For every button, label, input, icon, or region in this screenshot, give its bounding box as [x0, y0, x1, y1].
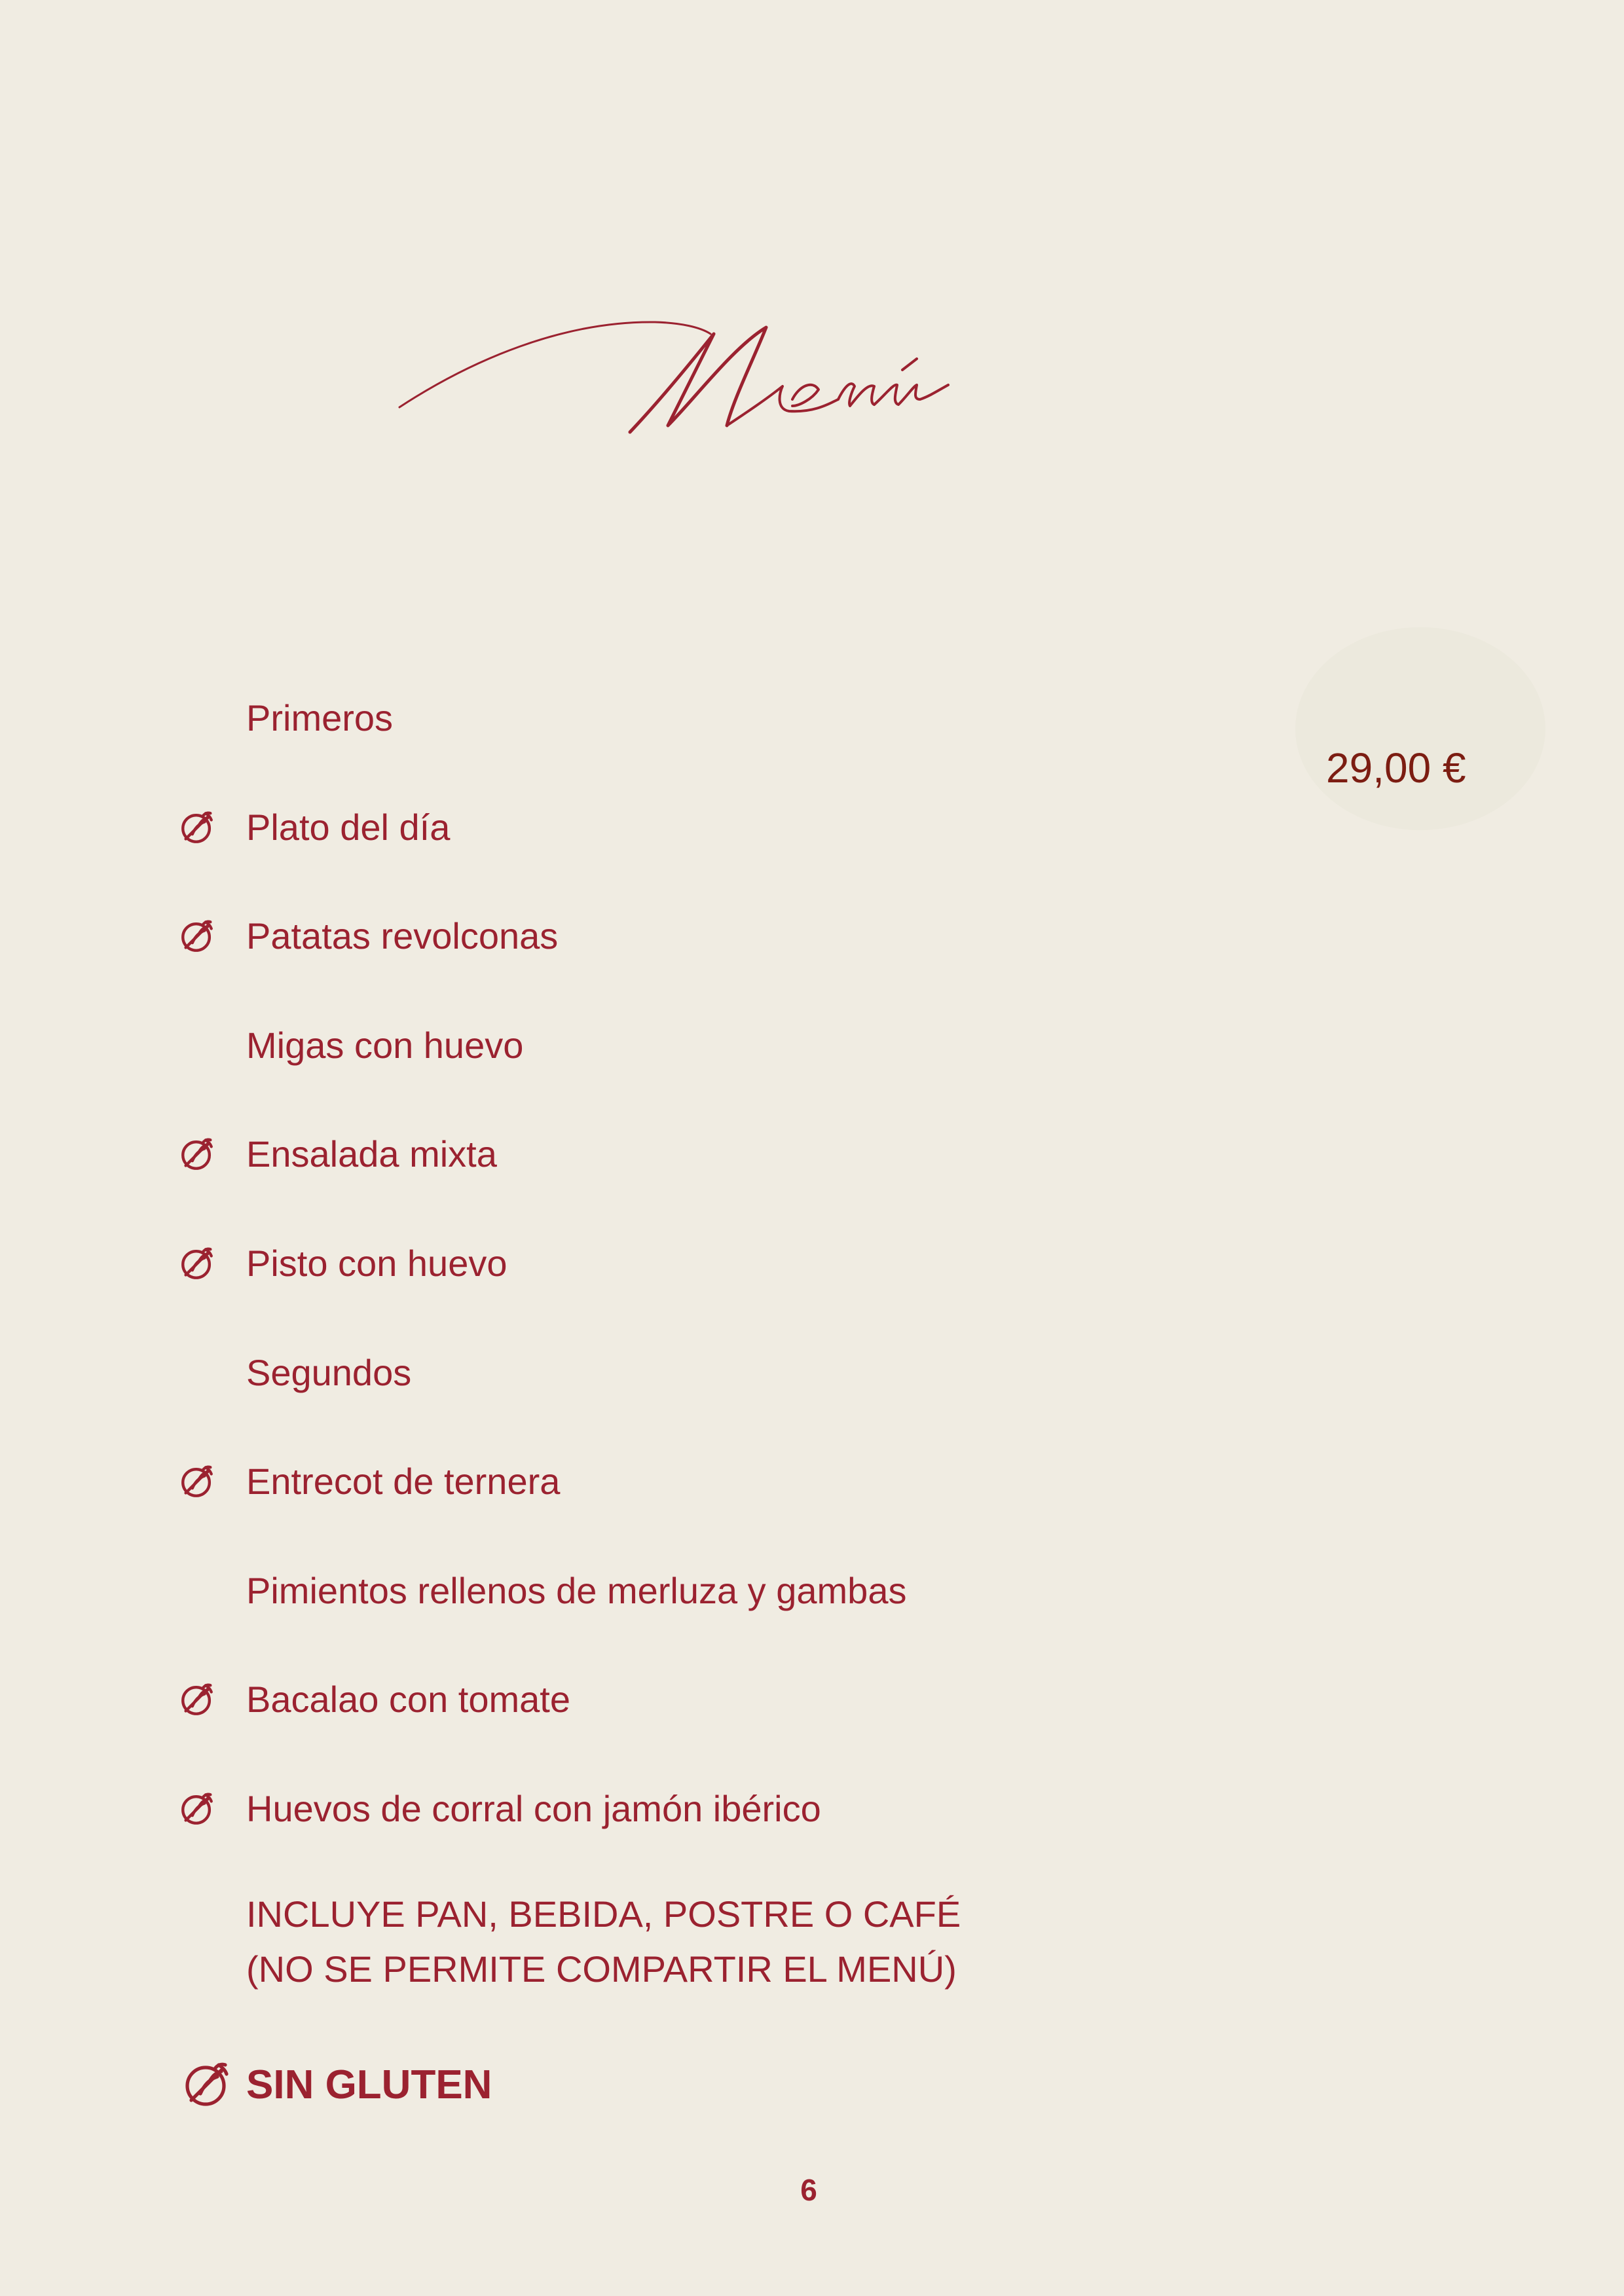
gluten-free-icon [178, 1245, 216, 1283]
menu-item [0, 1337, 1310, 1409]
gluten-free-icon [178, 1681, 216, 1719]
gluten-free-icon [178, 809, 216, 847]
menu-item-label: Pimientos rellenos de merluza y gambas [246, 1570, 907, 1611]
menu-item [0, 1118, 1310, 1190]
menu-item [0, 1228, 1310, 1300]
menu-item-label: Patatas revolconas [246, 915, 559, 957]
gluten-free-icon [178, 1790, 216, 1828]
page-number: 6 [800, 2173, 817, 2207]
menu-item-label: Plato del día [246, 807, 451, 848]
menu-item-label: Pisto con huevo [246, 1243, 507, 1284]
price-badge [1295, 627, 1545, 830]
menu-item-label: Primeros [246, 697, 394, 738]
menu-note [246, 1887, 961, 1997]
menu-item [0, 900, 1310, 972]
menu-item [0, 1773, 1310, 1845]
menu-item-label: Segundos [246, 1352, 412, 1393]
menu-item-label: Ensalada mixta [246, 1133, 497, 1175]
menu-item-label: Entrecot de ternera [246, 1461, 561, 1502]
menu-item-label: Bacalao con tomate [246, 1679, 570, 1720]
gluten-free-icon [178, 1135, 216, 1173]
menu-item [0, 792, 1310, 864]
menu-item [0, 682, 1310, 754]
menu-item [0, 1446, 1310, 1518]
gluten-free-icon [181, 2058, 233, 2111]
menu-item-label: Huevos de corral con jamón ibérico [246, 1788, 821, 1829]
menu-item [0, 1010, 1310, 1082]
menu-item-label: Migas con huevo [246, 1025, 524, 1066]
menu-title-logo [393, 308, 1008, 445]
menu-note-line-2: (NO SE PERMITE COMPARTIR EL MENÚ) [246, 1948, 957, 1990]
gluten-free-icon [178, 917, 216, 955]
menu-item [0, 1555, 1310, 1627]
gluten-free-legend: SIN GLUTEN [246, 2062, 492, 2107]
menu-note-line-1: INCLUYE PAN, BEBIDA, POSTRE O CAFÉ [246, 1893, 961, 1935]
menu-item [0, 1664, 1310, 1736]
menu-price: 29,00 € [1326, 744, 1466, 792]
gluten-free-icon [178, 1463, 216, 1501]
